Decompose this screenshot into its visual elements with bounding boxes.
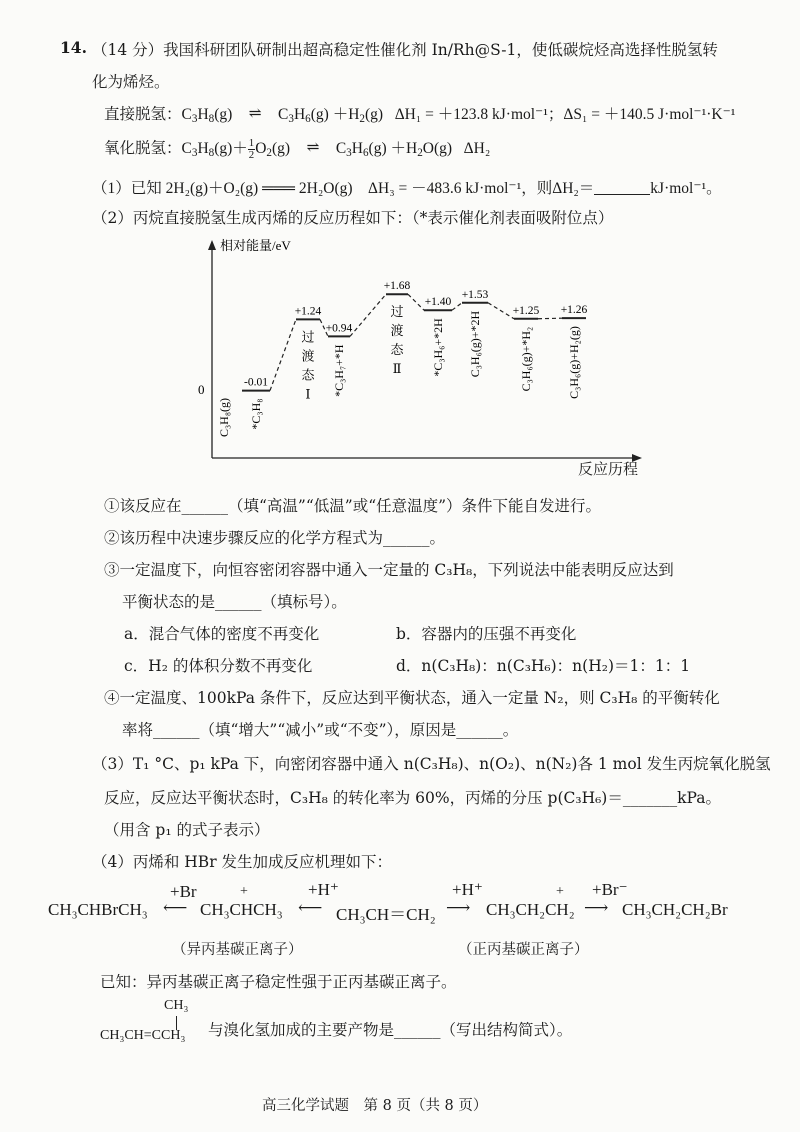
- option-c: c．H₂ 的体积分数不再变化: [124, 657, 313, 675]
- oxid-dh: ΔH₂: [463, 140, 491, 157]
- known-statement: 已知：异丙基碳正离子稳定性强于正丙基碳正离子。: [100, 973, 457, 991]
- part3-line3: （用含 p₁ 的式子表示）: [104, 821, 270, 839]
- energy-value-label-1: -0.01: [244, 376, 268, 389]
- part3-line2: 反应，反应达平衡状态时，C₃H₈ 的转化率为 60%，丙烯的分压 p(C₃H₆)＝_______kPa。: [104, 789, 721, 807]
- connector-8: [538, 318, 562, 319]
- species-label-1: *C₃H₈: [249, 398, 263, 430]
- species-label-2-3: Ⅰ: [305, 386, 311, 402]
- direct-dh: ΔH₁ = ＋123.8 kJ·mol⁻¹: [394, 106, 548, 123]
- mech-reagent-h2: +H⁺: [452, 880, 483, 899]
- species-label-4-1: 渡: [390, 323, 404, 339]
- zero-tick-label: 0: [198, 382, 205, 397]
- carbocation-charge-iso: +: [240, 884, 248, 899]
- species-label-3: *C₃H₇+*H: [332, 344, 346, 397]
- species-label-4-0: 过: [390, 304, 404, 320]
- q2-4-line1: ④一定温度、100kPa 条件下，反应达到平衡状态，通入一定量 N₂，则 C₃H₈ 的平衡转化: [104, 689, 720, 707]
- q2-3-line1: ③一定温度下，向恒容密闭容器中通入一定量的 C₃H₈，下列说法中能表明反应达到: [104, 561, 674, 579]
- question-score: [92, 38, 718, 60]
- mech-reagent-h1: +H⁺: [308, 880, 339, 899]
- connector-5: [408, 294, 424, 310]
- mech-s2: CH₃CHCH₃: [200, 900, 283, 919]
- part1-unit: kJ·mol⁻¹。: [650, 180, 722, 197]
- q2-3-line2: 平衡状态的是______（填标号）。: [122, 593, 347, 611]
- mech-s3: CH₃CH＝CH₂: [336, 905, 436, 924]
- intro-line-1: 我国科研团队研制出超高稳定性催化剂 In/Rh@S-1，使低碳烷烃高选择性脱氢转: [163, 41, 718, 59]
- arrow-right-1-icon: ⟶: [446, 898, 471, 917]
- option-a: a．混合气体的密度不再变化: [124, 625, 320, 643]
- answer-blank-dh2[interactable]: [594, 179, 650, 196]
- mech-reagent-br: +Br: [170, 882, 197, 901]
- energy-value-label-5: +1.40: [424, 296, 452, 309]
- part2-intro: （2）丙烷直接脱氢生成丙烯的反应历程如下：（*表示催化剂表面吸附位点）: [92, 209, 614, 227]
- intro-line-2: 化为烯烃。: [92, 73, 170, 91]
- species-label-8: C₃H₆(g)+H₂(g): [567, 326, 581, 399]
- equilibrium-arrow-icon-2: ⇌: [306, 139, 320, 156]
- arrow-left-2-icon: ⟵: [298, 898, 323, 917]
- mech-reagent-br-minus: +Br⁻: [592, 880, 628, 899]
- page-footer: 高三化学试题 第 8 页（共 8 页）: [262, 1098, 488, 1114]
- species-label-4-2: 态: [390, 342, 404, 358]
- q2-2: ②该历程中决速步骤反应的化学方程式为______。: [104, 529, 446, 547]
- energy-value-label-2: +1.24: [294, 305, 322, 318]
- arrow-right-2-icon: ⟶: [584, 898, 609, 917]
- y-axis-arrow-icon: [208, 240, 216, 250]
- species-label-2-2: 态: [301, 367, 315, 383]
- part1-prefix: （1）已知 2H₂(g)＋O₂(g) ═══ 2H₂O(g): [92, 180, 353, 197]
- q2-4-line2: 率将______（填“增大”“减小”或“不变”），原因是______。: [122, 721, 519, 739]
- n-propyl-label: （正丙基碳正离子）: [458, 942, 589, 958]
- struct-main: CH₃CH=CCH₃: [100, 1028, 186, 1043]
- part1: [92, 176, 722, 198]
- x-axis-label: 反应历程: [578, 460, 639, 478]
- part3-line1: （3）T₁ °C、p₁ kPa 下，向密闭容器中通入 n(C₃H₈)、n(O₂)、n(N₂)各 1 mol 发生丙烷氧化脱氢: [92, 755, 771, 773]
- q2-1: ①该反应在______（填“高温”“低温”或“任意温度”）条件下能自发进行。: [104, 497, 602, 515]
- y-axis-label: 相对能量/eV: [220, 238, 291, 253]
- energy-value-label-3: +0.94: [325, 322, 353, 335]
- mech-s4: CH₃CH₂CH₂: [486, 900, 575, 919]
- connector-6: [452, 303, 462, 310]
- direct-ds: ；ΔS₁ = ＋140.5 J·mol⁻¹·K⁻¹: [547, 106, 736, 123]
- oxidative-dehydrogenation: 氧化脱氢：$C_3H_8(g)+$ $\frac{1}{2}$ $O_2(g)$ ⇌ $C_3H_6(g) +H_2O(g)$ ΔH₂: [104, 137, 491, 161]
- species-label-7: C₃H₆(g)+*H₂: [519, 326, 533, 392]
- connector-4: [350, 294, 386, 336]
- species-label-5: *C₃H₆+*2H: [431, 318, 445, 377]
- carbocation-charge-n: +: [556, 884, 564, 899]
- equilibrium-arrow-icon: ⇌: [248, 105, 262, 122]
- energy-value-label-6: +1.53: [461, 288, 489, 301]
- struct-ch3-top: CH₃: [164, 998, 189, 1013]
- mech-s1: CH₃CHBrCH₃: [48, 900, 148, 919]
- oxid-label: 氧化脱氢：: [104, 140, 182, 157]
- energy-value-label-7: +1.25: [512, 304, 540, 317]
- iso-propyl-label: （异丙基碳正离子）: [172, 942, 303, 958]
- question-number: 14.: [60, 38, 87, 57]
- option-d: d．n(C₃H₈)：n(C₃H₆)：n(H₂)＝1：1：1: [396, 657, 691, 675]
- energy-value-label-4: +1.68: [383, 280, 411, 293]
- species-label-4-3: Ⅱ: [392, 361, 402, 377]
- part1-dh3: ΔH₃ = －483.6 kJ·mol⁻¹，则ΔH₂＝: [368, 180, 595, 197]
- arrow-left-1-icon: ⟵: [163, 898, 188, 917]
- part4-question: 与溴化氢加成的主要产物是______（写出结构简式）。: [208, 1021, 573, 1039]
- energy-value-label-8: +1.26: [560, 304, 588, 317]
- direct-label: 直接脱氢：: [104, 106, 182, 123]
- connector-7: [488, 303, 514, 319]
- species-label-0: C₃H₈(g): [217, 398, 231, 438]
- species-label-6: C₃H₆(g)+*2H: [468, 310, 482, 378]
- half-fraction: $\frac{1}{2}$: [248, 137, 255, 161]
- connector-2: [270, 319, 296, 390]
- species-label-2-1: 渡: [301, 348, 315, 364]
- species-label-2-0: 过: [301, 329, 315, 345]
- score: （14 分）: [92, 41, 164, 59]
- mech-s5: CH₃CH₂CH₂Br: [622, 900, 728, 919]
- option-b: b．容器内的压强不再变化: [396, 625, 577, 643]
- energy-diagram: [180, 236, 650, 481]
- direct-dehydrogenation: 直接脱氢：$C_3H_8(g)$ ⇌ $C_3H_6(g) +H_2(g) \Delta H_1 = +123.8$ kJ·mol⁻¹；ΔS₁ = ＋140.5 J·mol⁻¹·K⁻¹: [104, 105, 736, 125]
- part4-intro: （4）丙烯和 HBr 发生加成反应机理如下：: [92, 853, 393, 871]
